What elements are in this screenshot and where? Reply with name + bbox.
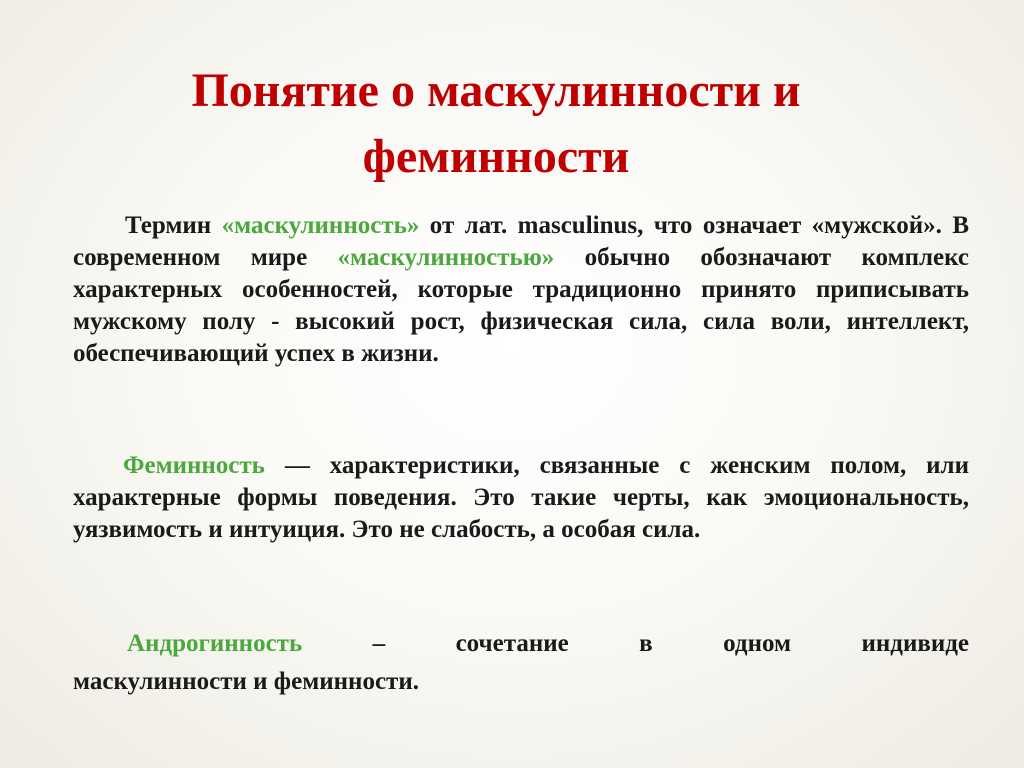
- term-masculinity: «маскулинность»: [221, 212, 420, 239]
- androgyny-paragraph: [73, 628, 969, 660]
- p1-text-1: Термин: [125, 212, 222, 239]
- term-femininity: Феминность: [123, 452, 265, 479]
- masculinity-paragraph: [73, 210, 969, 370]
- androgyny-paragraph-end: маскулинности и феминности.: [73, 668, 419, 695]
- slide-title: Понятие о маскулинности и феминности: [191, 64, 801, 183]
- term-masculinity-instrumental: «маскулинностью»: [337, 244, 555, 271]
- p2-text: — характеристики, связанные с женским полом, или характерные формы поведения. Это такие черты, как эмоциональность, уязвимость и интуиция. Это не слабость, а особая сила.: [73, 452, 969, 543]
- p1-text-3: обычно обозначают комплекс характерных особенностей, которые традиционно принято приписывать мужскому полу - высокий рост, физическая сила, сила воли, интеллект, обеспечивающий успех в жизни.: [73, 244, 970, 367]
- femininity-paragraph: [73, 450, 969, 546]
- p3-text: – сочетание в одном индивиде: [302, 630, 969, 657]
- term-androgyny: Андрогинность: [127, 630, 303, 657]
- p1-text-2: от лат. masculinus, что означает «мужской». В современном мире: [73, 212, 969, 271]
